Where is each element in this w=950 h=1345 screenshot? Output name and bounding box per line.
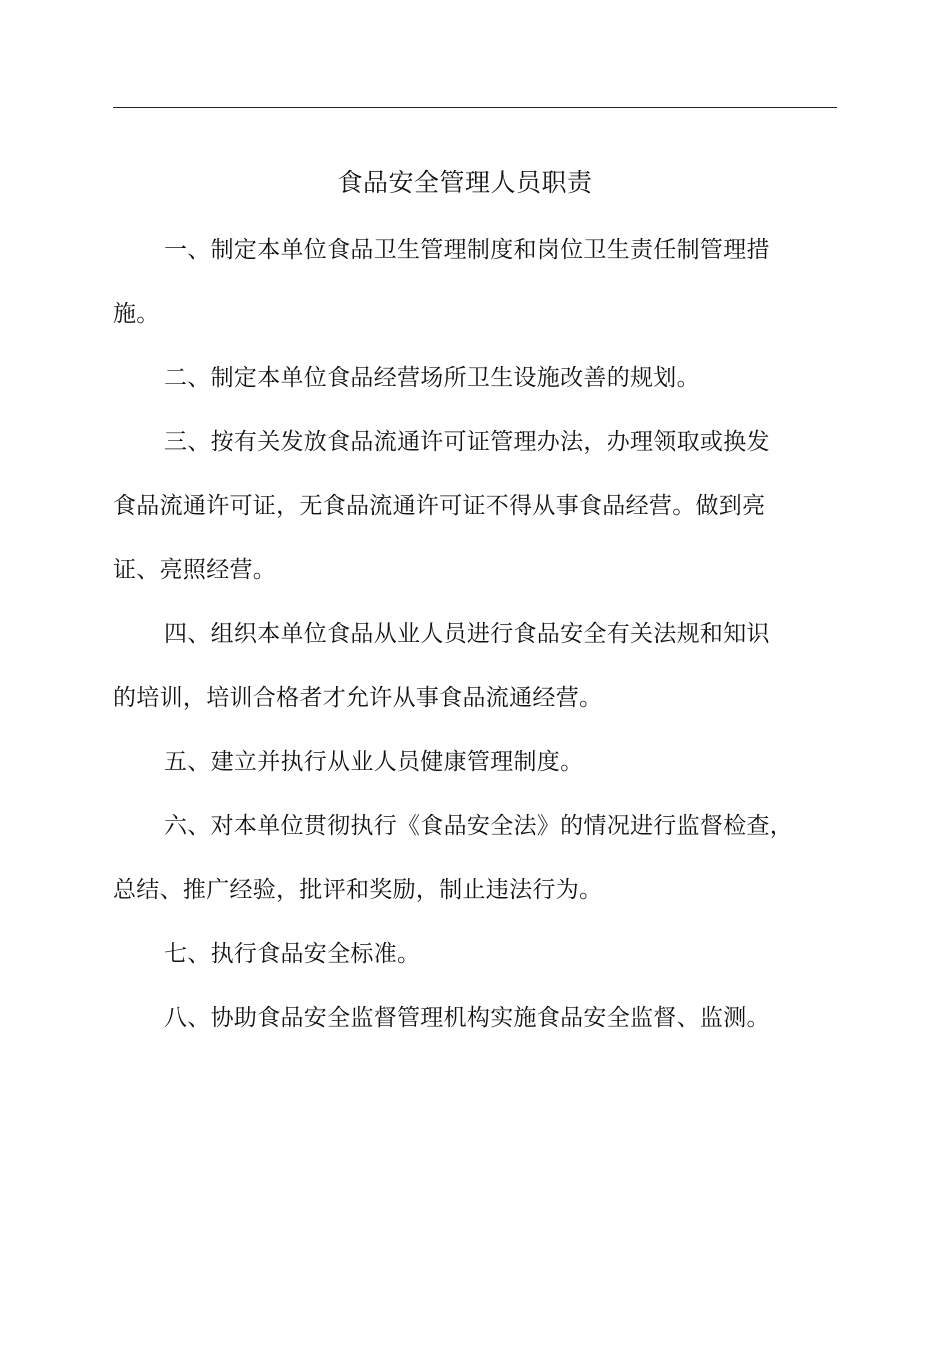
paragraph-line-1: 一、制定本单位食品卫生管理制度和岗位卫生责任制管理措: [164, 237, 770, 263]
paragraph-line-2: 施。: [113, 301, 160, 327]
document-title: 食品安全管理人员职责: [337, 168, 593, 197]
paragraph-line-12: 七、执行食品安全标准。: [164, 941, 421, 967]
paragraph-line-6: 证、亮照经营。: [113, 557, 277, 583]
paragraph-line-5: 食品流通许可证，无食品流通许可证不得从事食品经营。做到亮: [113, 493, 766, 519]
paragraph-line-10: 六、对本单位贯彻执行《食品安全法》的情况进行监督检查，: [164, 813, 794, 839]
header-rule: [113, 107, 837, 108]
paragraph-line-8: 的培训，培训合格者才允许从事食品流通经营。: [113, 685, 603, 711]
paragraph-line-7: 四、组织本单位食品从业人员进行食品安全有关法规和知识: [164, 621, 770, 647]
paragraph-line-9: 五、建立并执行从业人员健康管理制度。: [164, 749, 584, 775]
paragraph-line-13: 八、协助食品安全监督管理机构实施食品安全监督、监测。: [164, 1005, 770, 1031]
paragraph-line-4: 三、按有关发放食品流通许可证管理办法，办理领取或换发: [164, 429, 770, 455]
paragraph-line-3: 二、制定本单位食品经营场所卫生设施改善的规划。: [164, 365, 700, 391]
paragraph-line-11: 总结、推广经验，批评和奖励，制止违法行为。: [113, 877, 603, 903]
